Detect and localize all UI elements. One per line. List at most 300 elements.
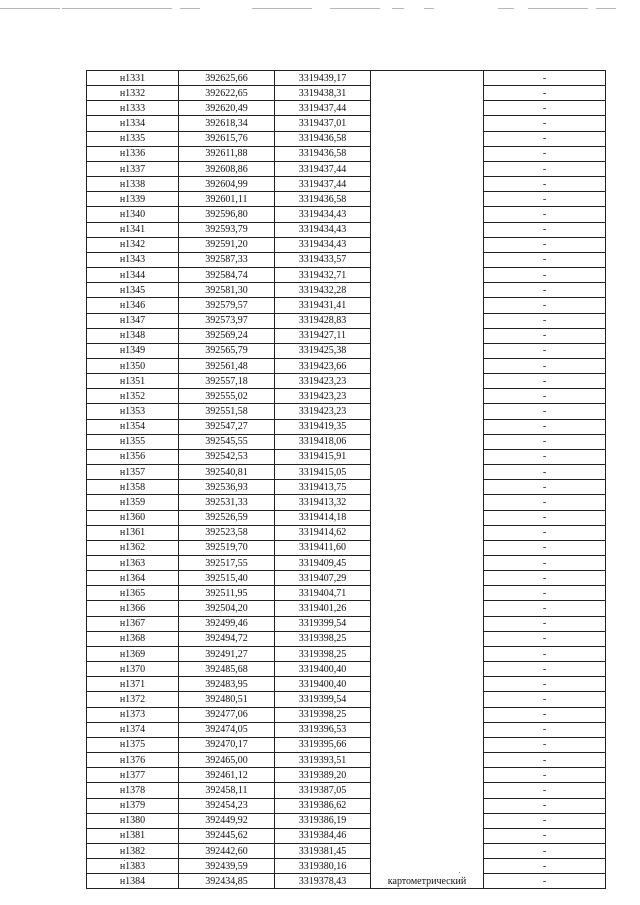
point-id-cell: н1360 — [87, 510, 179, 525]
method-cell — [371, 798, 484, 813]
table-row — [87, 828, 606, 843]
description-cell: - — [484, 874, 606, 889]
x-coordinate-cell: 392449,92 — [179, 813, 275, 828]
point-id-cell: н1366 — [87, 601, 179, 616]
method-cell — [371, 86, 484, 101]
point-id-cell: н1383 — [87, 859, 179, 874]
method-cell — [371, 601, 484, 616]
x-coordinate-cell: 392587,33 — [179, 252, 275, 267]
table-row — [87, 874, 606, 889]
y-coordinate-cell: 3319423,66 — [275, 358, 371, 373]
y-coordinate-cell: 3319427,11 — [275, 328, 371, 343]
table-row — [87, 753, 606, 768]
description-cell: - — [484, 161, 606, 176]
x-coordinate-cell: 392547,27 — [179, 419, 275, 434]
point-id-cell: н1380 — [87, 813, 179, 828]
method-cell — [371, 237, 484, 252]
point-id-cell: н1375 — [87, 737, 179, 752]
table-row — [87, 434, 606, 449]
x-coordinate-cell: 392454,23 — [179, 798, 275, 813]
x-coordinate-cell: 392474,05 — [179, 722, 275, 737]
description-cell: - — [484, 116, 606, 131]
y-coordinate-cell: 3319381,45 — [275, 843, 371, 858]
scan-artifact-line — [252, 8, 312, 9]
table-row — [87, 192, 606, 207]
y-coordinate-cell: 3319378,43 — [275, 874, 371, 889]
table-row — [87, 646, 606, 661]
method-cell — [371, 843, 484, 858]
method-cell: картометрический — [371, 874, 484, 889]
description-cell: - — [484, 616, 606, 631]
point-id-cell: н1362 — [87, 540, 179, 555]
description-cell: - — [484, 495, 606, 510]
x-coordinate-cell: 392439,59 — [179, 859, 275, 874]
point-id-cell: н1350 — [87, 358, 179, 373]
table-row — [87, 358, 606, 373]
x-coordinate-cell: 392557,18 — [179, 374, 275, 389]
table-row — [87, 556, 606, 571]
description-cell: - — [484, 192, 606, 207]
description-cell: - — [484, 222, 606, 237]
x-coordinate-cell: 392608,86 — [179, 161, 275, 176]
x-coordinate-cell: 392477,06 — [179, 707, 275, 722]
table-row — [87, 71, 606, 86]
description-cell: - — [484, 540, 606, 555]
method-cell — [371, 859, 484, 874]
point-id-cell: н1336 — [87, 146, 179, 161]
x-coordinate-cell: 392480,51 — [179, 692, 275, 707]
y-coordinate-cell: 3319432,71 — [275, 268, 371, 283]
table-row — [87, 389, 606, 404]
method-cell — [371, 177, 484, 192]
method-cell — [371, 71, 484, 86]
scan-artifact-line — [498, 8, 514, 9]
point-id-cell: н1368 — [87, 631, 179, 646]
x-coordinate-cell: 392491,27 — [179, 646, 275, 661]
point-id-cell: н1343 — [87, 252, 179, 267]
table-row — [87, 116, 606, 131]
table-row — [87, 525, 606, 540]
x-coordinate-cell: 392565,79 — [179, 343, 275, 358]
table-row — [87, 495, 606, 510]
point-id-cell: н1341 — [87, 222, 179, 237]
table-row — [87, 86, 606, 101]
x-coordinate-cell: 392618,34 — [179, 116, 275, 131]
table-row — [87, 798, 606, 813]
y-coordinate-cell: 3319415,05 — [275, 465, 371, 480]
method-cell — [371, 192, 484, 207]
method-cell — [371, 828, 484, 843]
y-coordinate-cell: 3319423,23 — [275, 404, 371, 419]
method-cell — [371, 434, 484, 449]
x-coordinate-cell: 392591,20 — [179, 237, 275, 252]
description-cell: - — [484, 783, 606, 798]
method-cell — [371, 631, 484, 646]
x-coordinate-cell: 392465,00 — [179, 753, 275, 768]
method-cell — [371, 571, 484, 586]
table-row — [87, 813, 606, 828]
x-coordinate-cell: 392555,02 — [179, 389, 275, 404]
x-coordinate-cell: 392561,48 — [179, 358, 275, 373]
table-row — [87, 677, 606, 692]
method-cell — [371, 146, 484, 161]
y-coordinate-cell: 3319399,54 — [275, 616, 371, 631]
y-coordinate-cell: 3319395,66 — [275, 737, 371, 752]
x-coordinate-cell: 392604,99 — [179, 177, 275, 192]
point-id-cell: н1376 — [87, 753, 179, 768]
y-coordinate-cell: 3319398,25 — [275, 707, 371, 722]
point-id-cell: н1339 — [87, 192, 179, 207]
table-row — [87, 252, 606, 267]
table-row — [87, 237, 606, 252]
point-id-cell: н1331 — [87, 71, 179, 86]
description-cell: - — [484, 768, 606, 783]
point-id-cell: н1358 — [87, 480, 179, 495]
point-id-cell: н1346 — [87, 298, 179, 313]
y-coordinate-cell: 3319439,17 — [275, 71, 371, 86]
method-cell — [371, 586, 484, 601]
point-id-cell: н1372 — [87, 692, 179, 707]
method-cell — [371, 556, 484, 571]
point-id-cell: н1335 — [87, 131, 179, 146]
y-coordinate-cell: 3319386,19 — [275, 813, 371, 828]
y-coordinate-cell: 3319436,58 — [275, 131, 371, 146]
x-coordinate-cell: 392596,80 — [179, 207, 275, 222]
method-cell — [371, 404, 484, 419]
y-coordinate-cell: 3319434,43 — [275, 237, 371, 252]
method-cell — [371, 722, 484, 737]
table-row — [87, 722, 606, 737]
description-cell: - — [484, 131, 606, 146]
table-row — [87, 540, 606, 555]
table-row — [87, 843, 606, 858]
x-coordinate-cell: 392579,57 — [179, 298, 275, 313]
description-cell: - — [484, 177, 606, 192]
scan-speck — [459, 872, 460, 873]
x-coordinate-cell: 392569,24 — [179, 328, 275, 343]
x-coordinate-cell: 392511,95 — [179, 586, 275, 601]
point-id-cell: н1377 — [87, 768, 179, 783]
x-coordinate-cell: 392536,93 — [179, 480, 275, 495]
point-id-cell: н1365 — [87, 586, 179, 601]
method-cell — [371, 252, 484, 267]
table-row — [87, 419, 606, 434]
y-coordinate-cell: 3319400,40 — [275, 677, 371, 692]
method-cell — [371, 283, 484, 298]
y-coordinate-cell: 3319414,18 — [275, 510, 371, 525]
method-cell — [371, 222, 484, 237]
description-cell: - — [484, 662, 606, 677]
description-cell: - — [484, 480, 606, 495]
x-coordinate-cell: 392458,11 — [179, 783, 275, 798]
description-cell: - — [484, 343, 606, 358]
description-cell: - — [484, 556, 606, 571]
point-id-cell: н1381 — [87, 828, 179, 843]
description-cell: - — [484, 207, 606, 222]
table-row — [87, 404, 606, 419]
table-row — [87, 298, 606, 313]
description-cell: - — [484, 859, 606, 874]
description-cell: - — [484, 813, 606, 828]
description-cell: - — [484, 86, 606, 101]
description-cell: - — [484, 71, 606, 86]
y-coordinate-cell: 3319428,83 — [275, 313, 371, 328]
description-cell: - — [484, 268, 606, 283]
scan-speck — [124, 860, 125, 861]
y-coordinate-cell: 3319418,06 — [275, 434, 371, 449]
y-coordinate-cell: 3319438,31 — [275, 86, 371, 101]
point-id-cell: н1345 — [87, 283, 179, 298]
y-coordinate-cell: 3319413,32 — [275, 495, 371, 510]
method-cell — [371, 783, 484, 798]
y-coordinate-cell: 3319434,43 — [275, 207, 371, 222]
method-cell — [371, 540, 484, 555]
point-id-cell: н1347 — [87, 313, 179, 328]
point-id-cell: н1352 — [87, 389, 179, 404]
x-coordinate-cell: 392540,81 — [179, 465, 275, 480]
x-coordinate-cell: 392504,20 — [179, 601, 275, 616]
point-id-cell: н1355 — [87, 434, 179, 449]
description-cell: - — [484, 737, 606, 752]
x-coordinate-cell: 392593,79 — [179, 222, 275, 237]
point-id-cell: н1379 — [87, 798, 179, 813]
x-coordinate-cell: 392551,58 — [179, 404, 275, 419]
description-cell: - — [484, 389, 606, 404]
description-cell: - — [484, 283, 606, 298]
description-cell: - — [484, 404, 606, 419]
method-cell — [371, 525, 484, 540]
y-coordinate-cell: 3319384,46 — [275, 828, 371, 843]
y-coordinate-cell: 3319409,45 — [275, 556, 371, 571]
description-cell: - — [484, 374, 606, 389]
x-coordinate-cell: 392523,58 — [179, 525, 275, 540]
description-cell: - — [484, 753, 606, 768]
y-coordinate-cell: 3319425,38 — [275, 343, 371, 358]
x-coordinate-cell: 392517,55 — [179, 556, 275, 571]
table-row — [87, 343, 606, 358]
description-cell: - — [484, 358, 606, 373]
x-coordinate-cell: 392601,11 — [179, 192, 275, 207]
description-cell: - — [484, 434, 606, 449]
description-cell: - — [484, 631, 606, 646]
point-id-cell: н1359 — [87, 495, 179, 510]
table-row — [87, 465, 606, 480]
x-coordinate-cell: 392542,53 — [179, 449, 275, 464]
method-cell — [371, 389, 484, 404]
method-cell — [371, 662, 484, 677]
point-id-cell: н1369 — [87, 646, 179, 661]
x-coordinate-cell: 392515,40 — [179, 571, 275, 586]
method-cell — [371, 374, 484, 389]
table-row — [87, 586, 606, 601]
method-cell — [371, 161, 484, 176]
x-coordinate-cell: 392581,30 — [179, 283, 275, 298]
scan-artifact-line — [330, 8, 380, 9]
x-coordinate-cell: 392483,95 — [179, 677, 275, 692]
method-cell — [371, 298, 484, 313]
table-row — [87, 268, 606, 283]
point-id-cell: н1374 — [87, 722, 179, 737]
method-cell — [371, 268, 484, 283]
scan-artifact-line — [528, 8, 588, 9]
description-cell: - — [484, 525, 606, 540]
description-cell: - — [484, 146, 606, 161]
y-coordinate-cell: 3319401,26 — [275, 601, 371, 616]
y-coordinate-cell: 3319437,44 — [275, 101, 371, 116]
method-cell — [371, 419, 484, 434]
table-row — [87, 631, 606, 646]
table-row — [87, 859, 606, 874]
method-cell — [371, 313, 484, 328]
method-cell — [371, 328, 484, 343]
method-cell — [371, 207, 484, 222]
description-cell: - — [484, 798, 606, 813]
description-cell: - — [484, 510, 606, 525]
method-cell — [371, 616, 484, 631]
x-coordinate-cell: 392445,62 — [179, 828, 275, 843]
table-row — [87, 571, 606, 586]
method-cell — [371, 465, 484, 480]
method-cell — [371, 692, 484, 707]
point-id-cell: н1348 — [87, 328, 179, 343]
y-coordinate-cell: 3319414,62 — [275, 525, 371, 540]
scan-artifact-line — [392, 8, 404, 9]
table-row — [87, 616, 606, 631]
table-row — [87, 328, 606, 343]
y-coordinate-cell: 3319404,71 — [275, 586, 371, 601]
method-cell — [371, 480, 484, 495]
x-coordinate-cell: 392526,59 — [179, 510, 275, 525]
y-coordinate-cell: 3319398,25 — [275, 631, 371, 646]
scan-artifact-line — [424, 8, 434, 9]
description-cell: - — [484, 419, 606, 434]
x-coordinate-cell: 392442,60 — [179, 843, 275, 858]
method-cell — [371, 343, 484, 358]
y-coordinate-cell: 3319431,41 — [275, 298, 371, 313]
table-row — [87, 783, 606, 798]
y-coordinate-cell: 3319432,28 — [275, 283, 371, 298]
point-id-cell: н1378 — [87, 783, 179, 798]
table-row — [87, 177, 606, 192]
point-id-cell: н1367 — [87, 616, 179, 631]
table-row — [87, 662, 606, 677]
description-cell: - — [484, 677, 606, 692]
table-row — [87, 510, 606, 525]
point-id-cell: н1342 — [87, 237, 179, 252]
description-cell: - — [484, 828, 606, 843]
method-cell — [371, 495, 484, 510]
table-row — [87, 283, 606, 298]
y-coordinate-cell: 3319434,43 — [275, 222, 371, 237]
y-coordinate-cell: 3319386,62 — [275, 798, 371, 813]
description-cell: - — [484, 101, 606, 116]
x-coordinate-cell: 392622,65 — [179, 86, 275, 101]
point-id-cell: н1373 — [87, 707, 179, 722]
point-id-cell: н1357 — [87, 465, 179, 480]
point-id-cell: н1334 — [87, 116, 179, 131]
y-coordinate-cell: 3319437,01 — [275, 116, 371, 131]
method-cell — [371, 677, 484, 692]
y-coordinate-cell: 3319419,35 — [275, 419, 371, 434]
table-row — [87, 146, 606, 161]
x-coordinate-cell: 392611,88 — [179, 146, 275, 161]
point-id-cell: н1354 — [87, 419, 179, 434]
description-cell: - — [484, 328, 606, 343]
description-cell: - — [484, 692, 606, 707]
table-row — [87, 131, 606, 146]
point-id-cell: н1351 — [87, 374, 179, 389]
point-id-cell: н1363 — [87, 556, 179, 571]
method-cell — [371, 753, 484, 768]
point-id-cell: н1337 — [87, 161, 179, 176]
method-cell — [371, 646, 484, 661]
description-cell: - — [484, 252, 606, 267]
y-coordinate-cell: 3319437,44 — [275, 161, 371, 176]
y-coordinate-cell: 3319436,58 — [275, 146, 371, 161]
point-id-cell: н1384 — [87, 874, 179, 889]
method-cell — [371, 449, 484, 464]
point-id-cell: н1340 — [87, 207, 179, 222]
table-row — [87, 601, 606, 616]
point-id-cell: н1338 — [87, 177, 179, 192]
method-cell — [371, 768, 484, 783]
x-coordinate-cell: 392461,12 — [179, 768, 275, 783]
y-coordinate-cell: 3319399,54 — [275, 692, 371, 707]
table-row — [87, 480, 606, 495]
point-id-cell: н1382 — [87, 843, 179, 858]
method-cell — [371, 510, 484, 525]
y-coordinate-cell: 3319380,16 — [275, 859, 371, 874]
x-coordinate-cell: 392485,68 — [179, 662, 275, 677]
point-id-cell: н1371 — [87, 677, 179, 692]
table-row — [87, 737, 606, 752]
y-coordinate-cell: 3319389,20 — [275, 768, 371, 783]
point-id-cell: н1333 — [87, 101, 179, 116]
description-cell: - — [484, 571, 606, 586]
description-cell: - — [484, 722, 606, 737]
y-coordinate-cell: 3319413,75 — [275, 480, 371, 495]
y-coordinate-cell: 3319387,05 — [275, 783, 371, 798]
table-row — [87, 374, 606, 389]
description-cell: - — [484, 843, 606, 858]
table-row — [87, 768, 606, 783]
point-id-cell: н1349 — [87, 343, 179, 358]
y-coordinate-cell: 3319433,57 — [275, 252, 371, 267]
method-cell — [371, 116, 484, 131]
table-row — [87, 449, 606, 464]
description-cell: - — [484, 601, 606, 616]
point-id-cell: н1364 — [87, 571, 179, 586]
point-id-cell: н1353 — [87, 404, 179, 419]
y-coordinate-cell: 3319407,29 — [275, 571, 371, 586]
description-cell: - — [484, 449, 606, 464]
x-coordinate-cell: 392531,33 — [179, 495, 275, 510]
y-coordinate-cell: 3319436,58 — [275, 192, 371, 207]
scan-artifact-line — [596, 8, 616, 9]
x-coordinate-cell: 392499,46 — [179, 616, 275, 631]
table-row — [87, 161, 606, 176]
y-coordinate-cell: 3319398,25 — [275, 646, 371, 661]
description-cell: - — [484, 646, 606, 661]
table-row — [87, 707, 606, 722]
description-cell: - — [484, 298, 606, 313]
method-cell — [371, 707, 484, 722]
point-id-cell: н1361 — [87, 525, 179, 540]
description-cell: - — [484, 465, 606, 480]
point-id-cell: н1356 — [87, 449, 179, 464]
method-cell — [371, 101, 484, 116]
y-coordinate-cell: 3319396,53 — [275, 722, 371, 737]
